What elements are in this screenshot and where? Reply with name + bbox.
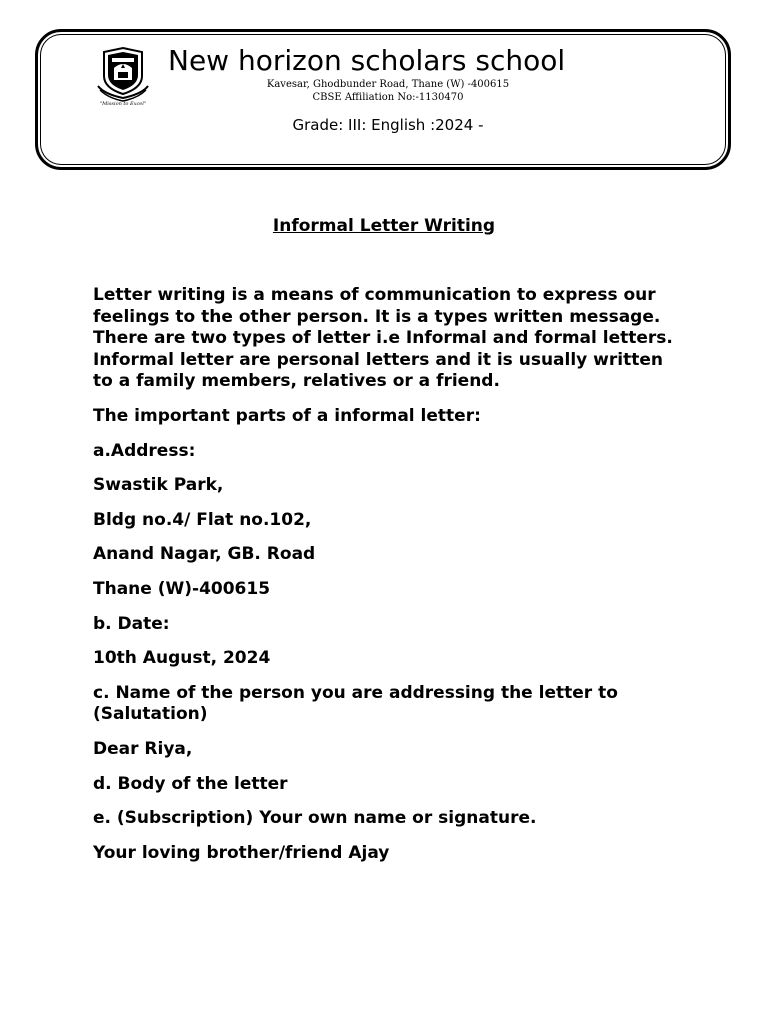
body-line: b. Date:: [93, 613, 170, 634]
school-logo-icon: [94, 46, 152, 106]
body-line: Dear Riya,: [93, 738, 193, 759]
school-affiliation: CBSE Affiliation No:-1130470: [312, 92, 464, 103]
body-line: Your loving brother/friend Ajay: [93, 842, 390, 863]
body-line: e. (Subscription) Your own name or signature.: [93, 808, 537, 829]
document-body: [93, 285, 673, 877]
school-name: New horizon scholars school: [168, 44, 566, 77]
body-line: Thane (W)-400615: [93, 578, 271, 599]
body-line: Swastik Park,: [93, 475, 224, 496]
school-header: [35, 29, 731, 170]
body-line: Bldg no.4/ Flat no.102,: [93, 509, 312, 530]
intro-paragraph: Letter writing is a means of communication to express our feelings to the other person. It is a types written message. There are two types of letter i.e Informal and formal letters. Informal letter are personal letters and it is usually written to a family members, relatives or a friend.: [93, 285, 673, 392]
body-line: 10th August, 2024: [93, 648, 271, 669]
grade-line: Grade: III: English :2024 -: [292, 116, 484, 134]
body-line: d. Body of the letter: [93, 773, 288, 794]
body-line: Anand Nagar, GB. Road: [93, 544, 316, 565]
school-address: Kavesar, Ghodbunder Road, Thane (W) -400615: [266, 79, 510, 90]
body-line: a.Address:: [93, 440, 196, 461]
parts-heading: The important parts of a informal letter:: [93, 405, 481, 426]
document-title: Informal Letter Writing: [272, 216, 496, 236]
svg-text:"Mission to Excel": "Mission to Excel": [99, 101, 147, 106]
body-line: c. Name of the person you are addressing the letter to (Salutation): [93, 682, 618, 725]
